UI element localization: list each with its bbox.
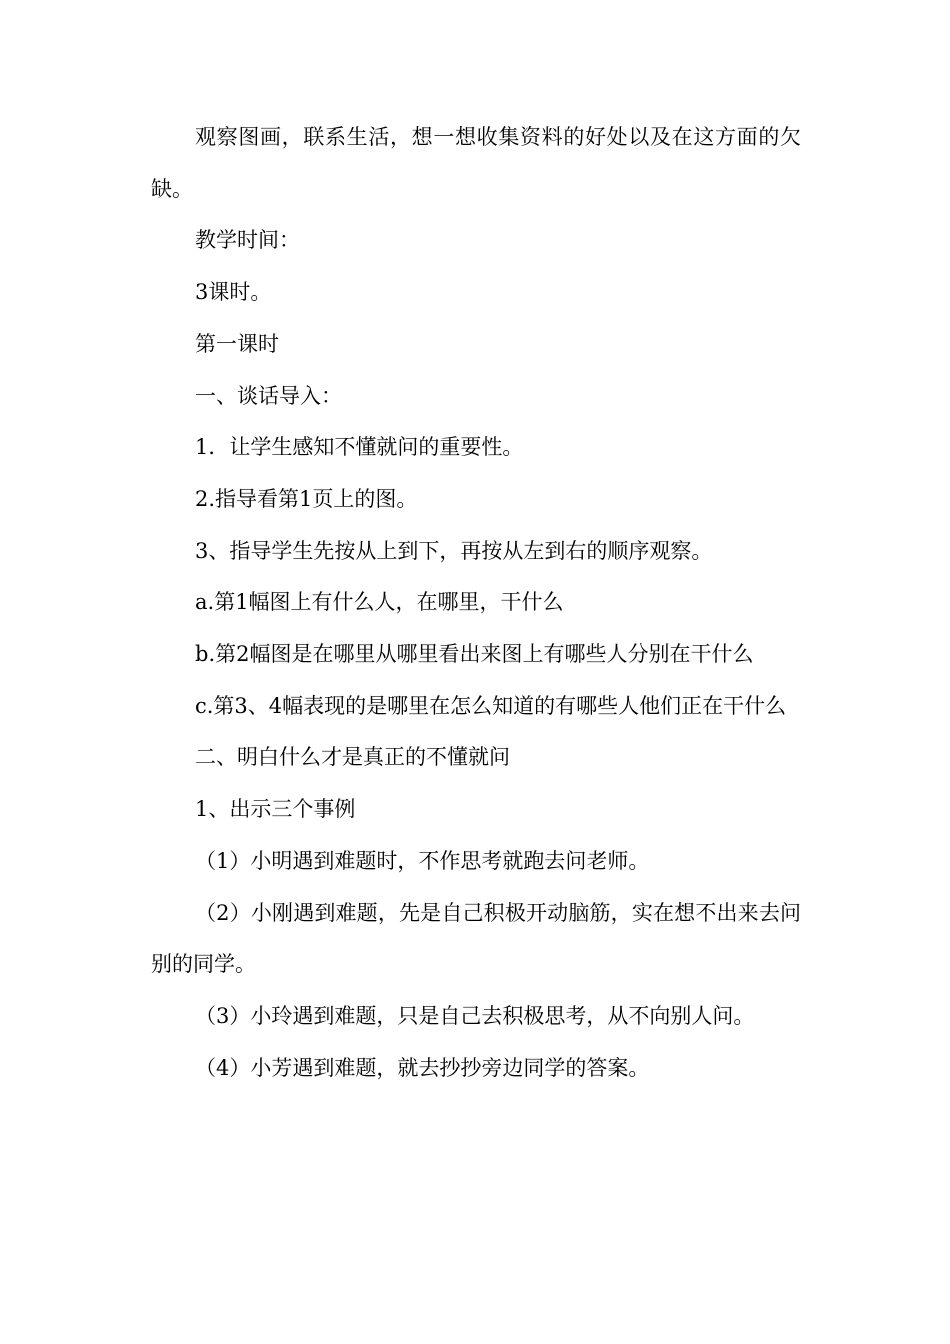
paragraph-section-two-heading: 二、明白什么才是真正的不懂就问 xyxy=(195,745,510,770)
paragraph-example-3: （3）小玲遇到难题，只是自己去积极思考，从不向别人问。 xyxy=(195,1003,755,1028)
paragraph-example-1: （1）小明遇到难题时，不作思考就跑去问老师。 xyxy=(195,848,650,873)
paragraph-step-3: 3、指导学生先按从上到下，再按从左到右的顺序观察。 xyxy=(195,538,713,563)
paragraph-lesson-heading: 第一课时 xyxy=(195,331,279,356)
paragraph-step-1: 1．让学生感知不懂就问的重要性。 xyxy=(195,435,524,460)
paragraph-item-b: b.第2幅图是在哪里从哪里看出来图上有哪些人分别在干什么 xyxy=(195,642,754,667)
paragraph-item-c: c.第3、4幅表现的是哪里在怎么知道的有哪些人他们正在干什么 xyxy=(195,693,787,718)
paragraph-step-2: 2.指导看第1页上的图。 xyxy=(195,486,418,511)
paragraph-example-4: （4）小芳遇到难题，就去抄抄旁边同学的答案。 xyxy=(195,1055,650,1080)
paragraph-teaching-time-label: 教学时间： xyxy=(195,228,300,253)
paragraph-item-a: a.第1幅图上有什么人，在哪里，干什么 xyxy=(195,590,564,615)
paragraph-example-2: （2）小刚遇到难题，先是自己积极开动脑筋，实在想不出来去问别的同学。 xyxy=(151,900,801,977)
document-body xyxy=(151,112,801,1094)
paragraph-intro: 观察图画，联系生活，想一想收集资料的好处以及在这方面的欠缺。 xyxy=(151,125,801,201)
paragraph-teaching-time-value: 3课时。 xyxy=(195,280,272,305)
paragraph-section-one-heading: 一、谈话导入： xyxy=(195,383,342,408)
paragraph-examples-heading: 1、出示三个事例 xyxy=(195,797,356,822)
